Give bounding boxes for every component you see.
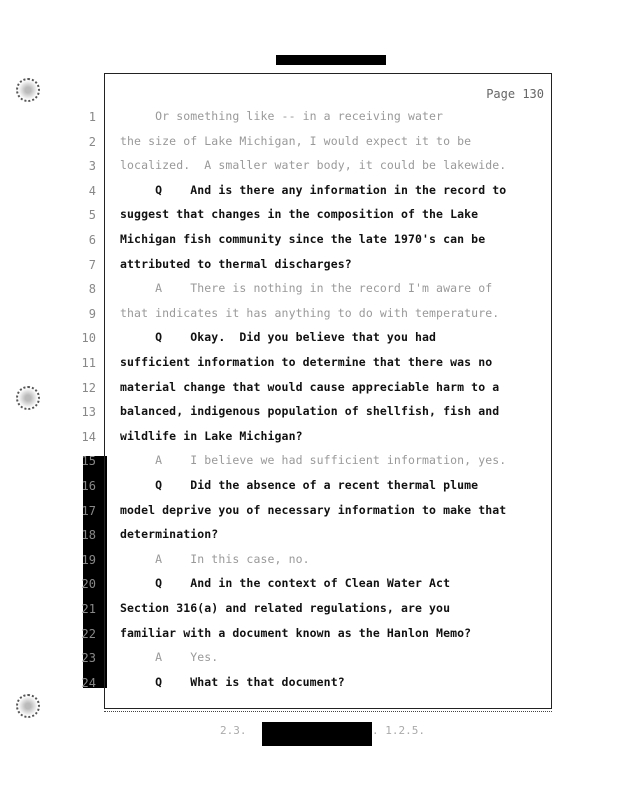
line-number: 2 xyxy=(88,135,96,149)
transcript-line: the size of Lake Michigan, I would expect it to be xyxy=(120,134,472,148)
punch-hole-icon xyxy=(16,694,40,718)
line-number: 13 xyxy=(81,405,96,419)
transcript-line: Q Okay. Did you believe that you had xyxy=(120,330,437,344)
line-number: 8 xyxy=(88,282,96,296)
line-number: 15 xyxy=(81,454,96,468)
transcript-line: A Yes. xyxy=(120,650,219,664)
line-number: 12 xyxy=(81,381,96,395)
line-number: 16 xyxy=(81,479,96,493)
transcript-line: sufficient information to determine that there was no xyxy=(120,355,493,369)
transcript-line: familiar with a document known as the Hanlon Memo? xyxy=(120,626,472,640)
punch-hole-icon xyxy=(16,386,40,410)
transcript-line: Q Did the absence of a recent thermal plume xyxy=(120,478,479,492)
line-number: 23 xyxy=(81,651,96,665)
line-number: 14 xyxy=(81,430,96,444)
transcript-line: wildlife in Lake Michigan? xyxy=(120,429,303,443)
transcript-line: suggest that changes in the composition of the Lake xyxy=(120,207,479,221)
line-number: 4 xyxy=(88,184,96,198)
line-number: 17 xyxy=(81,504,96,518)
line-number: 20 xyxy=(81,577,96,591)
transcript-line: balanced, indigenous population of shellfish, fish and xyxy=(120,404,500,418)
transcript-line: localized. A smaller water body, it could be lakewide. xyxy=(120,158,507,172)
line-number: 19 xyxy=(81,553,96,567)
transcript-line: Or something like -- in a receiving water xyxy=(120,109,444,123)
footer-right-text: . 1.2.5. xyxy=(372,724,425,737)
transcript-line: attributed to thermal discharges? xyxy=(120,257,352,271)
line-number: 6 xyxy=(88,233,96,247)
line-number: 22 xyxy=(81,627,96,641)
line-number: 21 xyxy=(81,602,96,616)
page-footer xyxy=(220,724,450,742)
transcript-line: A There is nothing in the record I'm aware of xyxy=(120,281,493,295)
line-number: 9 xyxy=(88,307,96,321)
transcript-line: Section 316(a) and related regulations, are you xyxy=(120,601,451,615)
line-number: 1 xyxy=(88,110,96,124)
transcript-line: material change that would cause appreciable harm to a xyxy=(120,380,500,394)
page-number: Page 130 xyxy=(486,87,544,101)
punch-hole-icon xyxy=(16,78,40,102)
transcript-line: Q What is that document? xyxy=(120,675,345,689)
redaction-bar-top xyxy=(276,55,386,65)
line-number: 10 xyxy=(81,331,96,345)
transcript-line: model deprive you of necessary information to make that xyxy=(120,503,507,517)
footer-left-text: 2.3. xyxy=(220,724,247,737)
line-number: 5 xyxy=(88,208,96,222)
transcript-line: determination? xyxy=(120,527,219,541)
line-number: 7 xyxy=(88,258,96,272)
line-number: 18 xyxy=(81,528,96,542)
transcript-line: Q And in the context of Clean Water Act xyxy=(120,576,451,590)
transcript-line: Michigan fish community since the late 1970's can be xyxy=(120,232,486,246)
line-number: 24 xyxy=(81,676,96,690)
line-number: 11 xyxy=(81,356,96,370)
transcript-line: A In this case, no. xyxy=(120,552,310,566)
frame-bottom-rule xyxy=(104,711,552,712)
transcript-line: Q And is there any information in the record to xyxy=(120,183,507,197)
transcript-line: A I believe we had sufficient information, yes. xyxy=(120,453,507,467)
transcript-line: that indicates it has anything to do with temperature. xyxy=(120,306,500,320)
line-number: 3 xyxy=(88,159,96,173)
